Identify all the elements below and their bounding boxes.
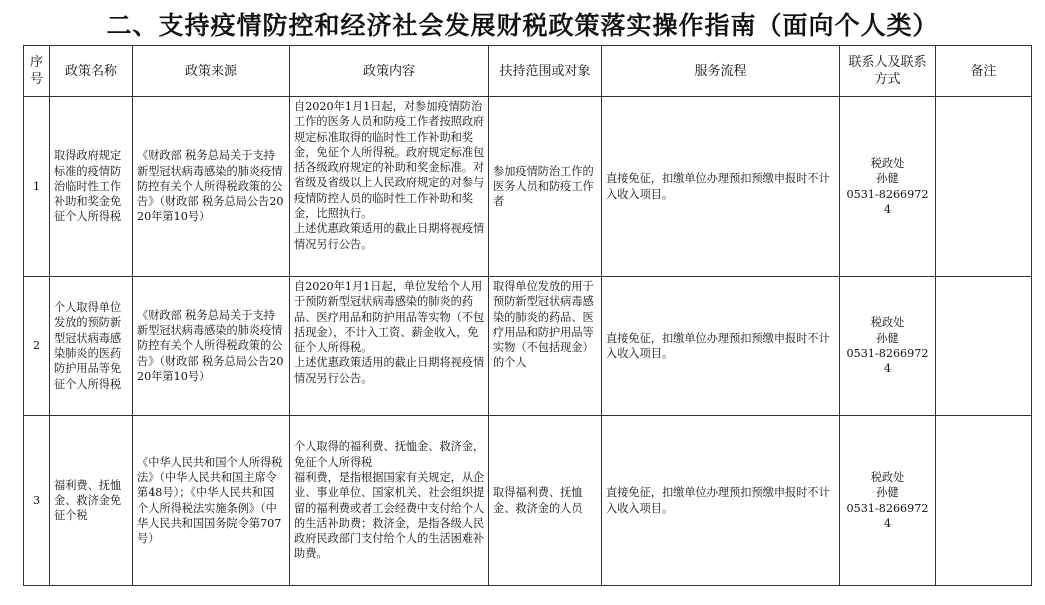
header-source: 政策来源 <box>133 46 290 97</box>
header-row <box>24 46 1032 97</box>
row-seq: 1 <box>24 97 50 277</box>
row-contact <box>840 416 936 586</box>
row-contact <box>840 277 936 416</box>
row-note <box>936 416 1032 586</box>
row-process: 直接免征，扣缴单位办理预扣预缴申报时不计入收入项目。 <box>602 416 840 586</box>
contact-phone: 0531-82669724 <box>846 347 929 376</box>
header-content: 政策内容 <box>290 46 489 97</box>
contact-phone: 0531-82669724 <box>846 187 929 216</box>
contact-person: 孙健 <box>876 486 899 500</box>
header-scope: 扶持范围或对象 <box>489 46 602 97</box>
header-name: 政策名称 <box>50 46 133 97</box>
row-policy-name: 个人取得单位发放的预防新型冠状病毒感染肺炎的医药防护用品等免征个人所得税 <box>50 277 133 416</box>
row-process: 直接免征，扣缴单位办理预扣预缴申报时不计入收入项目。 <box>602 277 840 416</box>
table-row <box>24 416 1032 586</box>
row-policy-content: 个人取得的福利费、抚恤金、救济金，免征个人所得税 福利费，是指根据国家有关规定，从企业、事业单位、国家机关、社会组织提留的福利费或者工会经费中支付给个人的生活补助费；救济金，是指各级人民政府民政部门支付给个人的生活困难补助费。 <box>290 416 489 586</box>
row-policy-content: 自2020年1月1日起，对参加疫情防治工作的医务人员和防疫工作者按照政府规定标准取得的临时性工作补助和奖金，免征个人所得税。政府规定标准包括各级政府规定的补助和奖金标准。对省级及省级以上人民政府规定的对参与疫情防控人员的临时性工作补助和奖金，比照执行。 上述优惠政策适用的截止日期将视疫情情况另行公告。 <box>290 97 489 277</box>
header-seq: 序号 <box>24 46 50 97</box>
row-policy-source: 《财政部 税务总局关于支持新型冠状病毒感染的肺炎疫情防控有关个人所得税政策的公告》（财政部 税务总局公告2020年第10号） <box>133 277 290 416</box>
table-row <box>24 277 1032 416</box>
policy-table <box>23 45 1032 586</box>
row-note <box>936 277 1032 416</box>
contact-phone: 0531-82669724 <box>846 501 929 530</box>
page-title: 二、支持疫情防控和经济社会发展财税政策落实操作指南（面向个人类） <box>106 11 939 40</box>
row-policy-source: 《财政部 税务总局关于支持新型冠状病毒感染的肺炎疫情防控有关个人所得税政策的公告》（财政部 税务总局公告2020年第10号） <box>133 97 290 277</box>
table-row <box>24 97 1032 277</box>
header-process: 服务流程 <box>602 46 840 97</box>
row-note <box>936 97 1032 277</box>
contact-dept: 税政处 <box>870 156 905 170</box>
row-contact <box>840 97 936 277</box>
row-scope: 参加疫情防治工作的医务人员和防疫工作者 <box>489 97 602 277</box>
row-process: 直接免征，扣缴单位办理预扣预缴申报时不计入收入项目。 <box>602 97 840 277</box>
header-note: 备注 <box>936 46 1032 97</box>
header-contact: 联系人及联系方式 <box>840 46 936 97</box>
row-seq: 3 <box>24 416 50 586</box>
row-policy-content: 自2020年1月1日起，单位发给个人用于预防新型冠状病毒感染的肺炎的药品、医疗用品和防护用品等实物（不包括现金），不计入工资、薪金收入，免征个人所得税。 上述优惠政策适用的截止日期将视疫情情况另行公告。 <box>290 277 489 416</box>
contact-dept: 税政处 <box>870 470 905 484</box>
contact-person: 孙健 <box>876 172 899 186</box>
row-policy-source: 《中华人民共和国个人所得税法》（中华人民共和国主席令第48号）；《中华人民共和国个人所得税法实施条例》（中华人民共和国国务院令第707号） <box>133 416 290 586</box>
row-seq: 2 <box>24 277 50 416</box>
contact-dept: 税政处 <box>870 316 905 330</box>
row-scope: 取得单位发放的用于预防新型冠状病毒感染的肺炎的药品、医疗用品和防护用品等实物（不包括现金）的个人 <box>489 277 602 416</box>
row-policy-name: 福利费、抚恤金、救济金免征个税 <box>50 416 133 586</box>
contact-person: 孙健 <box>876 331 899 345</box>
row-scope: 取得福利费、抚恤金、救济金的人员 <box>489 416 602 586</box>
row-policy-name: 取得政府规定标准的疫情防治临时性工作补助和奖金免征个人所得税 <box>50 97 133 277</box>
